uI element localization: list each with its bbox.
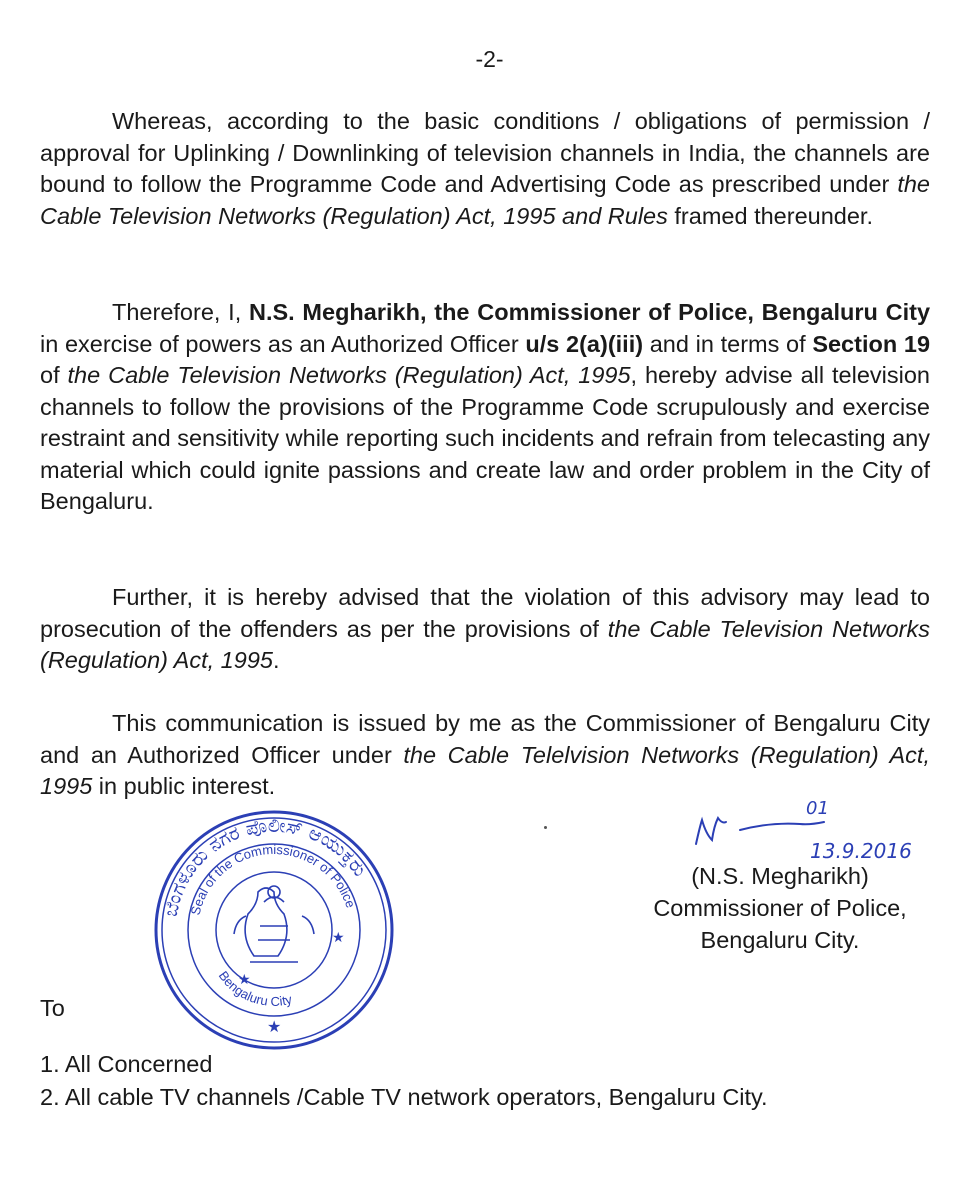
seal-english-text: Seal of the Commissioner of Police xyxy=(187,841,359,917)
star-icon: ★ xyxy=(332,930,345,946)
star-icon: ★ xyxy=(267,1017,282,1036)
ink-dot xyxy=(544,826,547,829)
list-item: 1. All Concerned xyxy=(40,1051,213,1077)
seal-kannada-text: ಬೆಂಗಳೂರು ನಗರ ಪೊಲೀಸ್ ಆಯುಕ್ತರು xyxy=(159,814,371,919)
signatory-name: (N.S. Megharikh) xyxy=(691,863,869,889)
paragraph-therefore: Therefore, I, N.S. Megharikh, the Commissioner of Police, Bengaluru City in exercise of powers as an Authorized Officer u/s 2(a)(iii) and in terms of Section 19 of the Cable Television Networks (Regulation) Act, 1995, hereby advise all television channels to follow the provisions of the Programme Code scrupulously and exercise restraint and sensitivity while reporting such incidents and refrain from telecasting any material which could ignite passions and create law and order problem in the City of Bengaluru. xyxy=(40,299,931,514)
signatory-designation: Commissioner of Police, xyxy=(653,895,907,921)
paragraph-whereas: Whereas, according to the basic conditions / obligations of permission / approval for Uplinking / Downlinking of television channels in India, the channels are bound to follow the Programme Code and Advertising Code as prescribed under the Cable Television Networks (Regulation) Act, 1995 and Rules framed thereunder. xyxy=(40,108,930,229)
seal-city-text: Bengaluru City xyxy=(215,968,294,1009)
signatory-place: Bengaluru City. xyxy=(700,927,860,953)
recipients-list xyxy=(40,1048,768,1114)
star-icon: ★ xyxy=(238,972,251,988)
signature-date: 13.9.2016 xyxy=(810,839,912,863)
paragraph-communication: This communication is issued by me as the Commissioner of Bengaluru City and an Authorized Officer under the Cable Telelvision Networks (Regulation) Act, 1995 in public interest. xyxy=(40,710,930,799)
paragraph-further: Further, it is hereby advised that the violation of this advisory may lead to prosecution of the offenders as per the provisions of the Cable Television Networks (Regulation) Act, 1995. xyxy=(40,584,930,673)
commissioner-seal-stamp xyxy=(150,806,398,1054)
signature-mark: 01 xyxy=(806,800,829,819)
list-item: 2. All cable TV channels /Cable TV network operators, Bengaluru City. xyxy=(40,1084,768,1110)
signature-block xyxy=(620,860,940,956)
page-number: -2- xyxy=(475,46,504,72)
state-emblem-icon xyxy=(234,886,314,962)
to-label: To xyxy=(40,995,65,1021)
